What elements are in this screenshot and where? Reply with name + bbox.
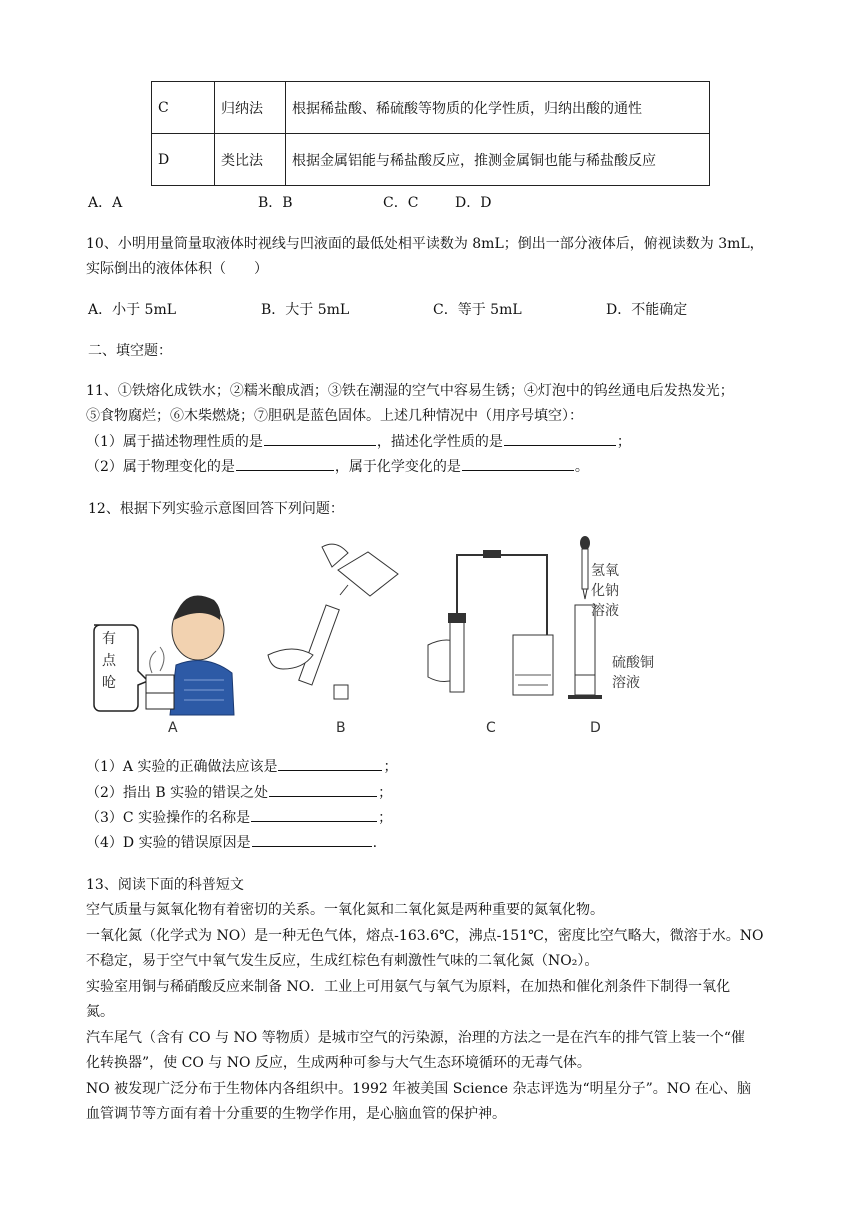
q12-sub2-text: （2）指出 B 实验的错误之处 [86,785,269,801]
q12-sub3-text: （3）C 实验操作的名称是 [86,810,251,826]
q12-sub4-text: （4）D 实验的错误原因是 [86,835,251,851]
q12-sub1 [86,756,397,776]
naoh-label: 氢氧 [591,563,619,579]
q11-line2: ⑤食物腐烂；⑥木柴燃烧；⑦胆矾是蓝色固体。上述几种情况中（用序号填空）： [86,408,583,424]
methods-table [151,81,710,186]
table-cell: 归纳法 [215,82,286,134]
q11-part1-end: ； [616,434,631,450]
q13-line: 氮。 [86,1004,114,1020]
naoh-label: 化钠 [591,583,619,599]
q9-option-d: D．D [455,195,492,211]
experiment-b-illustration [268,544,398,736]
q13-line: 血管调节等方面有着十分重要的生物学作用，是心脑血管的保护神。 [86,1106,506,1122]
q12-sub4 [86,832,377,852]
bubble-text: 有 [102,631,116,647]
label-a: A [168,720,178,736]
naoh-label: 溶液 [591,603,619,619]
answer-blank[interactable] [504,431,616,446]
q10-option-c: C．等于 5mL [433,302,522,318]
q12-sub1-end: ； [383,759,398,775]
q11-part2-text: （2）属于物理变化的是 [86,459,235,475]
bubble-text: 点 [102,653,116,669]
label-c: C [486,720,496,736]
q11-part1-text2: ，描述化学性质的是 [376,434,503,450]
answer-blank[interactable] [252,832,372,847]
cuso4-label: 溶液 [612,675,640,691]
q13-line: 实验室用铜与稀硝酸反应来制备 NO．工业上可用氨气与氧气为原料，在加热和催化剂条件下制得一氧化 [86,979,731,995]
table-row [152,134,710,186]
experiment-c-illustration [428,550,553,736]
q9-option-b: B．B [258,195,293,211]
q13-line: 一氧化氮（化学式为 NO）是一种无色气体，熔点-163.6℃，沸点-151℃，密度比空气略大，微溶于水。NO [86,928,764,944]
table-cell: 类比法 [215,134,286,186]
q11-part1 [86,431,631,451]
bubble-text: 呛 [102,675,116,691]
answer-blank[interactable] [269,782,377,797]
q12-sub1-text: （1）A 实验的正确做法应该是 [86,759,278,775]
q9-option-c: C．C [383,195,419,211]
q11-part2-text2: ，属于化学变化的是 [334,459,461,475]
q13-line: 不稳定，易于空气中氧气发生反应，生成红棕色有刺激性气味的二氧化氮（NO₂）。 [86,953,599,969]
q11-part2 [86,456,589,476]
q11-line1: 11、①铁熔化成铁水；②糯米酿成酒；③铁在潮湿的空气中容易生锈；④灯泡中的钨丝通电后发热发光； [86,383,734,399]
q12-sub2-end: ； [378,785,393,801]
experiment-a-illustration [94,596,234,737]
table-row [152,82,710,134]
q11-part2-end: 。 [574,459,589,475]
label-b: B [336,720,346,736]
answer-blank[interactable] [462,456,574,471]
label-d: D [590,720,601,736]
q12-sub4-end: . [372,835,378,851]
q10-option-d: D．不能确定 [606,302,688,318]
answer-blank[interactable] [264,431,376,446]
q10-line1: 10、小明用量筒量取液体时视线与凹液面的最低处相平读数为 8mL；倒出一部分液体后，俯视读数为 3mL， [86,236,764,252]
answer-blank[interactable] [278,756,382,771]
q13-title: 13、阅读下面的科普短文 [86,877,244,893]
q12-sub3 [86,807,392,827]
q12-title: 12、根据下列实验示意图回答下列问题： [88,501,344,517]
table-cell: D [152,134,215,186]
experiment-d-illustration [568,536,654,736]
q13-line: 汽车尾气（含有 CO 与 NO 等物质）是城市空气的污染源，治理的方法之一是在汽车的排气管上装一个“催 [86,1030,745,1046]
q10-line2: 实际倒出的液体体积（ ） [86,261,268,277]
q12-sub2 [86,782,392,802]
table-cell: C [152,82,215,134]
experiment-figure [88,535,678,740]
q12-sub3-end: ； [378,810,393,826]
table-cell: 根据稀盐酸、稀硫酸等物质的化学性质，归纳出酸的通性 [286,82,710,134]
cuso4-label: 硫酸铜 [612,655,654,671]
q11-part1-text: （1）属于描述物理性质的是 [86,434,263,450]
q13-line: NO 被发现广泛分布于生物体内各组织中。1992 年被美国 Science 杂志评选为“明星分子”。NO 在心、脑 [86,1081,751,1097]
q13-line: 空气质量与氮氧化物有着密切的关系。一氧化氮和二氧化氮是两种重要的氮氧化物。 [86,902,604,918]
answer-blank[interactable] [251,807,377,822]
table-cell: 根据金属铝能与稀盐酸反应，推测金属铜也能与稀盐酸反应 [286,134,710,186]
answer-blank[interactable] [236,456,334,471]
q10-option-b: B．大于 5mL [261,302,350,318]
q13-line: 化转换器”，使 CO 与 NO 反应，生成两种可参与大气生态环境循环的无毒气体。 [86,1055,591,1071]
q9-option-a: A．A [88,195,123,211]
section-title: 二、填空题： [88,343,172,359]
q10-option-a: A．小于 5mL [88,302,177,318]
